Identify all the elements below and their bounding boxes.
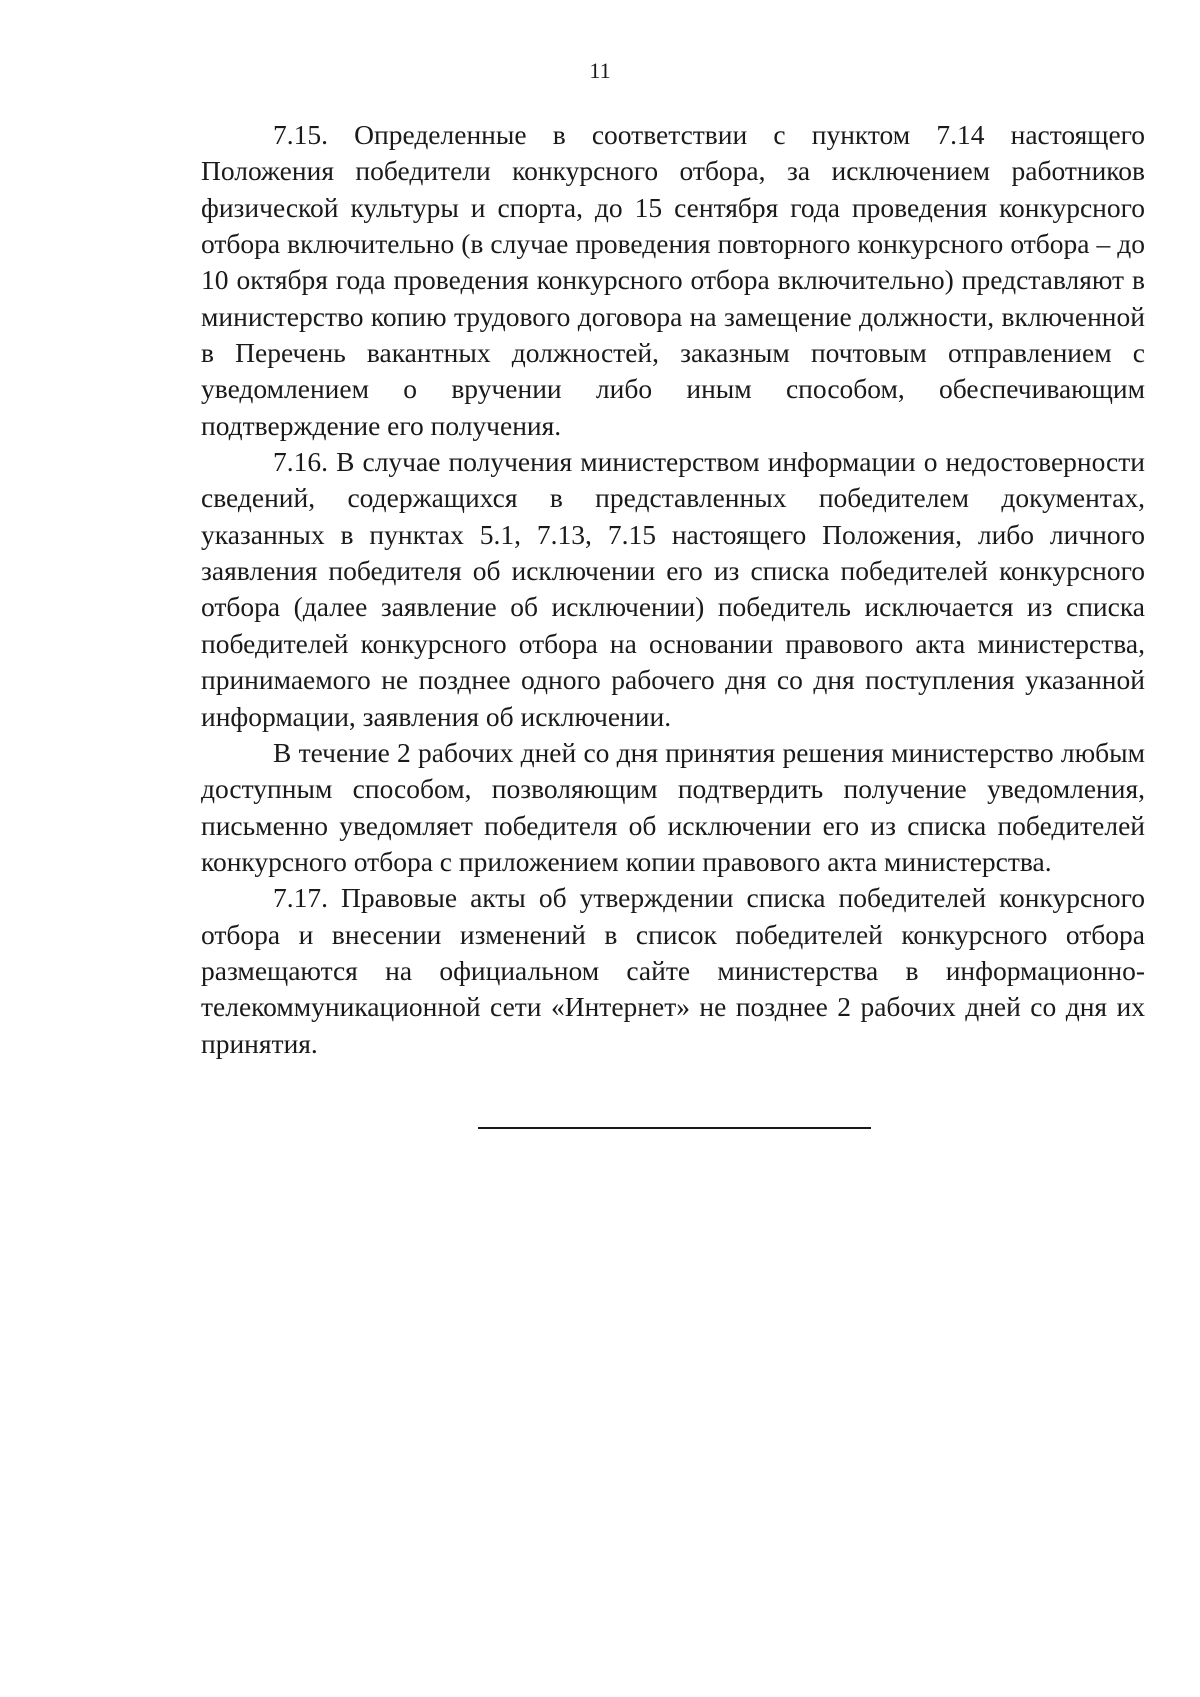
document-body bbox=[201, 117, 1145, 1062]
page-number: 11 bbox=[589, 58, 611, 83]
paragraph-7-17: 7.17. Правовые акты об утверждении списка победителей конкурсного отбора и внесении изменений в список победителей конкурсного отбора размещаются на официальном сайте министерства в информационно-телекоммуникационной сети «Интернет» не позднее 2 рабочих дней со дня их принятия. bbox=[201, 882, 1145, 1059]
paragraph-7-16: 7.16. В случае получения министерством информации о недостоверности сведений, содержащихся в представленных победителем документах, указанных в пунктах 5.1, 7.13, 7.15 настоящего Положения, либо личного заявления победителя об исключении его из списка победителей конкурсного отбора (далее заявление об исключении) победитель исключается из списка победителей конкурсного отбора на основании правового акта министерства, принимаемого не позднее одного рабочего дня со дня поступления указанной информации, заявления об исключении. bbox=[201, 446, 1145, 732]
paragraph-7-15: 7.15. Определенные в соответствии с пунктом 7.14 настоящего Положения победители конкурсного отбора, за исключением работников физической культуры и спорта, до 15 сентября года проведения конкурсного отбора включительно (в случае проведения повторного конкурсного отбора – до 10 октября года проведения конкурсного отбора включительно) представляют в министерство копию трудового договора на замещение должности, включенной в Перечень вакантных должностей, заказным почтовым отправлением с уведомлением о вручении либо иным способом, обеспечивающим подтверждение его получения. bbox=[201, 119, 1145, 441]
paragraph-notification: В течение 2 рабочих дней со дня принятия решения министерство любым доступным способом, позволяющим подтвердить получение уведомления, письменно уведомляет победителя об исключении его из списка победителей конкурсного отбора с приложением копии правового акта министерства. bbox=[201, 736, 1145, 877]
end-of-document-divider bbox=[478, 1127, 871, 1129]
